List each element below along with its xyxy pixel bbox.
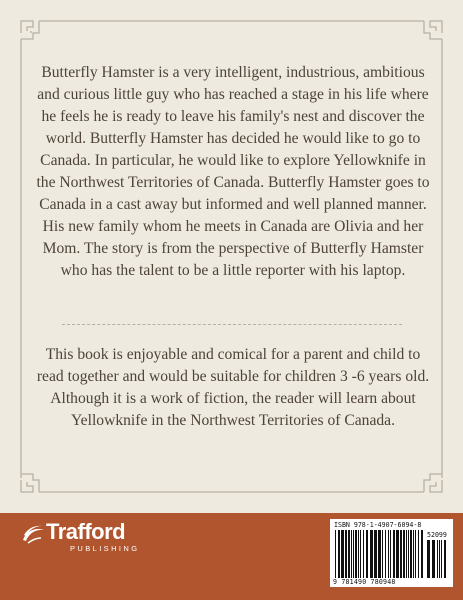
barcode-bar	[355, 530, 357, 578]
barcode-bar	[444, 540, 446, 578]
publisher-tagline: PUBLISHING	[70, 544, 140, 553]
barcode-bar	[390, 530, 391, 578]
barcode-bar	[374, 530, 377, 578]
price-code: 52099	[427, 531, 447, 539]
barcode-bar	[439, 540, 440, 578]
barcode-bar	[408, 530, 409, 578]
publisher-name: Trafford	[46, 519, 126, 544]
barcode-bar	[335, 530, 336, 578]
barcode-bar	[421, 530, 423, 578]
barcode-bar	[432, 540, 435, 578]
barcode-bar	[358, 530, 359, 578]
isbn-barcode	[330, 519, 453, 587]
barcode-bar	[437, 540, 438, 578]
barcode-bar	[441, 540, 442, 578]
barcode-bar	[341, 530, 344, 578]
isbn-label: ISBN 978-1-4907-6094-8	[334, 521, 422, 529]
barcode-bar	[385, 530, 386, 578]
barcode-bar	[363, 530, 364, 578]
barcode-bar	[415, 530, 416, 578]
barcode-bar	[396, 530, 399, 578]
barcode-bar	[338, 530, 340, 578]
barcode-bar	[345, 530, 347, 578]
barcode-bar	[382, 530, 383, 578]
audience-paragraph: This book is enjoyable and comical for a parent and child to read together and would be suitable for children 3 -6 years old. Although it is a work of fiction, the reader will learn about Yellowknife in the Northwest Territories of Canada.	[36, 346, 430, 429]
barcode-bar	[348, 530, 350, 578]
barcode-bar	[388, 530, 389, 578]
barcode-bar	[400, 530, 402, 578]
barcode-bar	[366, 530, 368, 578]
ean-bars	[334, 530, 424, 578]
barcode-bar	[351, 530, 352, 578]
barcode-bar	[427, 540, 430, 578]
publisher-logo	[20, 518, 160, 558]
barcode-bar	[393, 530, 395, 578]
barcode-bar	[378, 530, 381, 578]
barcode-bar	[370, 530, 373, 578]
addon-bars	[426, 540, 449, 578]
barcode-bar	[353, 530, 354, 578]
barcode-bar	[410, 530, 412, 578]
trafford-swoosh-icon	[20, 522, 46, 546]
barcode-bar	[403, 530, 405, 578]
section-divider	[62, 324, 402, 325]
synopsis-paragraph: Butterfly Hamster is a very intelligent, industrious, ambitious and curious little guy who has reached a stage in his life where he feels he is ready to leave his family's nest and discover the world. Butterfly Hamster has decided he would like to go to Canada. In particular, he would like to explore Yellowknife in the Northwest Territories of Canada. Butterfly Hamster goes to Canada in a cast away but informed and well planned manner. His new family whom he meets in Canada are Olivia and her Mom. The story is from the perspective of Butterfly Hamster who has the talent to be a little reporter with his laptop.	[36, 64, 430, 279]
barcode-bar	[360, 530, 361, 578]
barcode-bar	[406, 530, 407, 578]
barcode-bar	[413, 530, 414, 578]
barcode-bar	[418, 530, 419, 578]
ean-digits: 9 781490 780948	[333, 578, 396, 586]
